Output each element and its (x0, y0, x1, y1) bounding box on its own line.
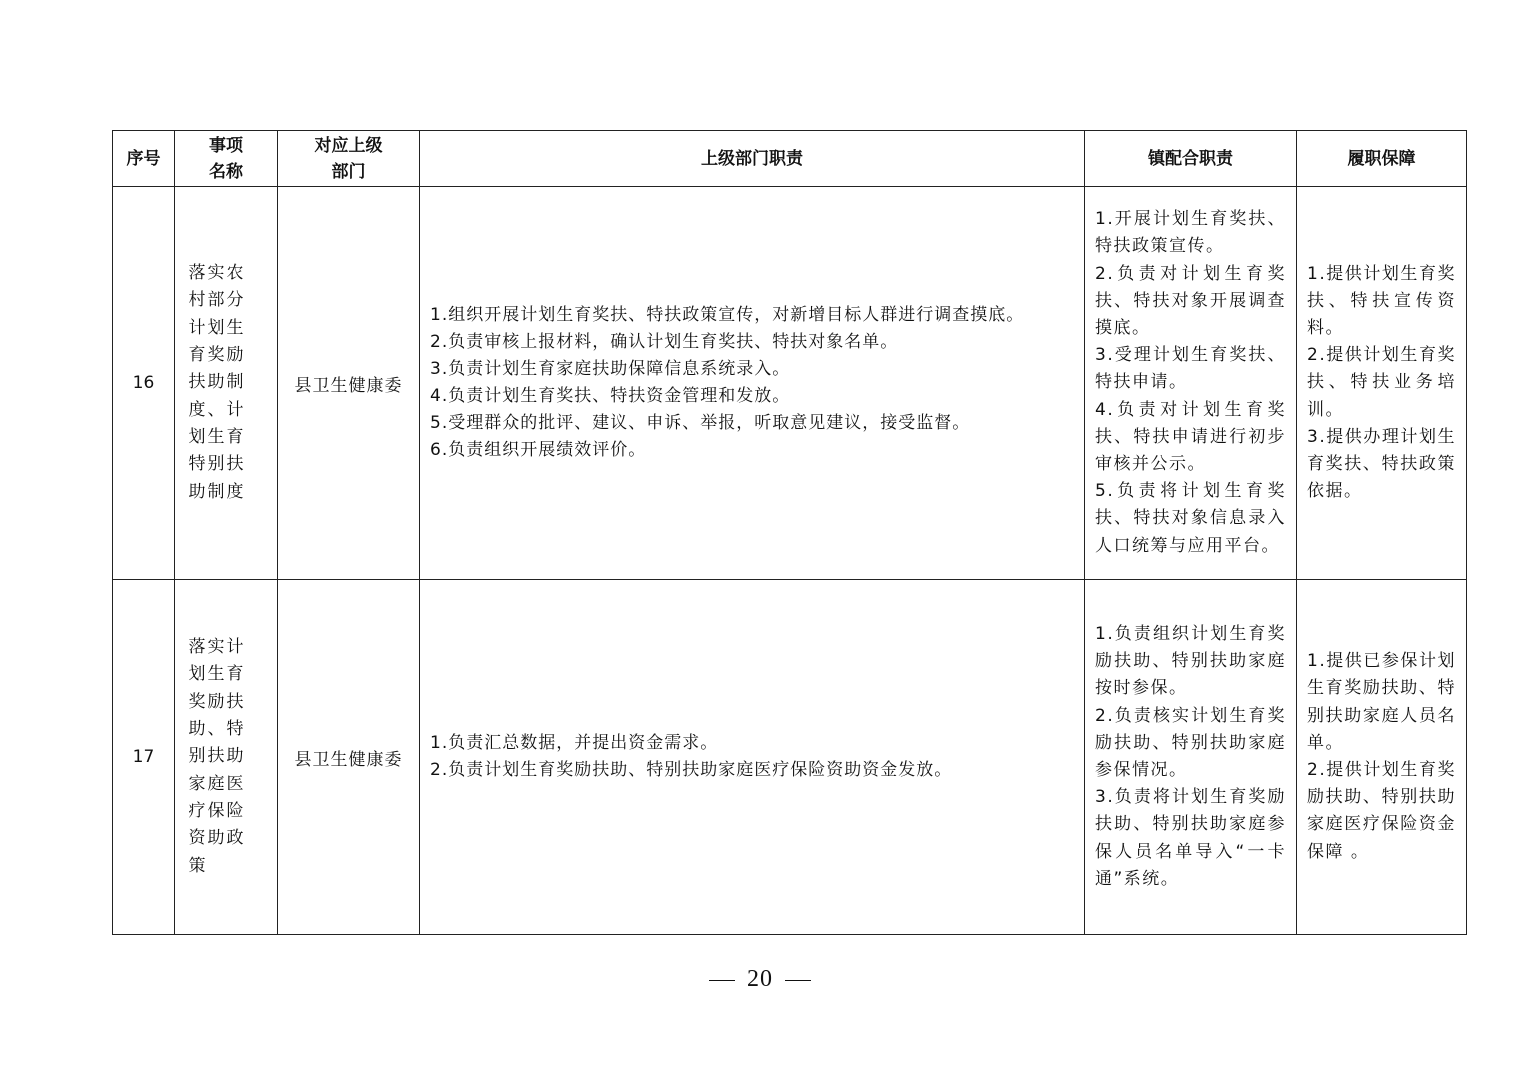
page-number: 20 (747, 966, 773, 992)
row-town-duties (1085, 187, 1297, 580)
right-dash (785, 980, 811, 982)
table-header-row (113, 131, 1467, 187)
duty-item: 2.负责审核上报材料，确认计划生育奖扶、特扶对象名单。 (430, 332, 899, 352)
duty-item: 1.组织开展计划生育奖扶、特扶政策宣传，对新增目标人群进行调查摸底。 (430, 305, 1025, 325)
duty-item: 4.负责计划生育奖扶、特扶资金管理和发放。 (430, 386, 791, 406)
row-seq: 17 (113, 580, 175, 935)
guarantee-item: 2.提供计划生育奖励扶助、特别扶助家庭医疗保险资金保障 。 (1307, 760, 1456, 862)
town-item: 1.开展计划生育奖扶、特扶政策宣传。 (1095, 209, 1286, 257)
town-item: 3.负责将计划生育奖励扶助、特别扶助家庭参保人员名单导入“一卡通”系统。 (1095, 787, 1286, 889)
town-item: 2.负责核实计划生育奖励扶助、特别扶助家庭参保情况。 (1095, 705, 1286, 780)
town-item: 5.负责将计划生育奖扶、特扶对象信息录入人口统筹与应用平台。 (1095, 481, 1286, 556)
row-dept: 县卫生健康委 (278, 187, 420, 580)
guarantee-item: 1.提供计划生育奖扶、特扶宣传资料。 (1307, 263, 1456, 338)
town-item: 3.受理计划生育奖扶、特扶申请。 (1095, 345, 1286, 393)
guarantee-item: 3.提供办理计划生育奖扶、特扶政策依据。 (1307, 426, 1456, 502)
town-item: 4.负责对计划生育奖扶、特扶申请进行初步审核并公示。 (1095, 399, 1286, 474)
row-seq: 16 (113, 187, 175, 580)
page-footer (0, 966, 1520, 993)
row-guarantee (1297, 187, 1467, 580)
row-guarantee (1297, 580, 1467, 935)
guarantee-item: 1.提供已参保计划生育奖励扶助、特别扶助家庭人员名单。 (1307, 651, 1456, 753)
row-duties (420, 187, 1085, 580)
duty-item: 5.受理群众的批评、建议、申诉、举报，听取意见建议，接受监督。 (430, 413, 971, 433)
responsibility-table (112, 130, 1467, 935)
header-seq: 序号 (113, 131, 175, 187)
row-item-name: 落实农村部分计划生育奖励扶助制度、计划生育特别扶助制度 (175, 187, 278, 580)
duty-item: 2.负责计划生育奖励扶助、特别扶助家庭医疗保险资助资金发放。 (430, 760, 953, 780)
left-dash (709, 980, 735, 982)
header-duty: 上级部门职责 (420, 131, 1085, 187)
row-dept: 县卫生健康委 (278, 580, 420, 935)
header-dept: 对应上级部门 (278, 131, 420, 187)
header-name: 事项名称 (175, 131, 278, 187)
duty-item: 6.负责组织开展绩效评价。 (430, 440, 647, 460)
table-row (113, 187, 1467, 580)
guarantee-item: 2.提供计划生育奖扶、特扶业务培训。 (1307, 345, 1456, 420)
duty-item: 3.负责计划生育家庭扶助保障信息系统录入。 (430, 359, 791, 379)
header-town: 镇配合职责 (1085, 131, 1297, 187)
duty-item: 1.负责汇总数据，并提出资金需求。 (430, 733, 719, 753)
row-item-name: 落实计划生育奖励扶助、特别扶助家庭医疗保险资助政策 (175, 580, 278, 935)
town-item: 1.负责组织计划生育奖励扶助、特别扶助家庭按时参保。 (1095, 623, 1286, 699)
row-duties (420, 580, 1085, 935)
header-guarantee: 履职保障 (1297, 131, 1467, 187)
table-row (113, 580, 1467, 935)
row-town-duties (1085, 580, 1297, 935)
town-item: 2.负责对计划生育奖扶、特扶对象开展调查摸底。 (1095, 263, 1286, 338)
